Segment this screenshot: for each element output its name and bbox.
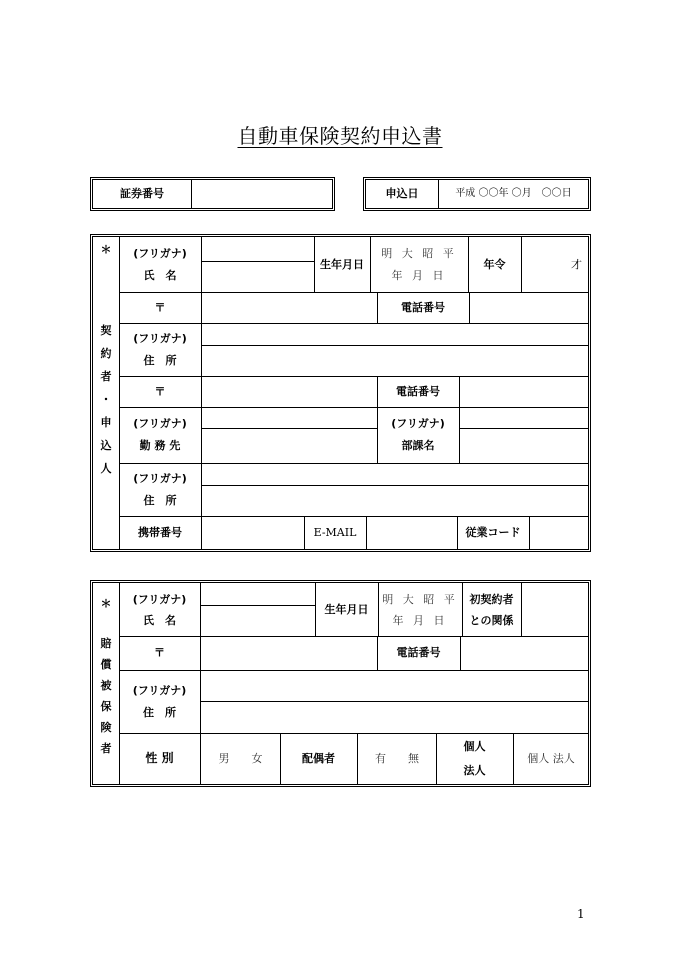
application-date-box <box>363 177 591 211</box>
insured-address-furigana-field[interactable] <box>201 670 588 701</box>
mobile-label: 携帯番号 <box>138 525 182 539</box>
insured-birth-date-label: 生年月日 <box>324 602 369 616</box>
address-field[interactable] <box>202 346 588 376</box>
relation-label: 初契約者 との関係 <box>469 592 514 627</box>
employee-code-field[interactable] <box>530 516 588 549</box>
policy-number-field[interactable] <box>192 180 332 208</box>
contractor-table <box>90 234 591 552</box>
mobile-field[interactable] <box>202 516 304 549</box>
spouse-label: 配偶者 <box>302 751 335 765</box>
department-label: (フリガナ) 部課名 <box>391 417 445 452</box>
relation-field[interactable] <box>522 583 588 636</box>
insured-name-field[interactable] <box>201 606 315 636</box>
age-label: 年令 <box>483 257 506 271</box>
workplace-label: (フリガナ) 勤 務 先 <box>133 417 187 452</box>
name-furigana-field[interactable] <box>202 237 314 261</box>
work-address-field[interactable] <box>202 486 588 516</box>
email-field[interactable] <box>367 516 457 549</box>
work-phone-field[interactable] <box>460 376 588 407</box>
insured-table <box>90 580 591 787</box>
department-field[interactable] <box>460 429 588 463</box>
work-postal-label: 〒 <box>154 384 166 398</box>
insured-address-label: (フリガナ) 住 所 <box>132 683 187 719</box>
insured-birth-date-field[interactable]: 明 大 昭 平 年 月 日 <box>382 592 458 627</box>
employee-code-label: 従業コード <box>465 525 521 539</box>
address-label: (フリガナ) 住 所 <box>133 331 187 367</box>
insured-address-field[interactable] <box>201 702 588 733</box>
insured-phone-label: 電話番号 <box>396 646 441 660</box>
postal-field[interactable] <box>202 292 377 323</box>
application-date-label: 申込日 <box>385 187 419 201</box>
work-address-label: (フリガナ) 住 所 <box>133 471 187 507</box>
postal-label: 〒 <box>154 300 166 314</box>
name-field[interactable] <box>202 262 314 292</box>
insured-postal-label: 〒 <box>154 646 165 660</box>
sex-label: 性 別 <box>145 751 174 766</box>
insured-name-label: (フリガナ) 氏 名 <box>132 592 187 627</box>
sex-options[interactable]: 男 女 <box>218 751 263 765</box>
workplace-field[interactable] <box>202 429 377 463</box>
asterisk-mark: ＊ <box>100 243 112 257</box>
policy-number-label: 証券番号 <box>120 187 164 201</box>
application-date-field[interactable]: 平成 〇〇年 〇月 〇〇日 <box>455 188 572 199</box>
form-title: 自動車保険契約申込書 <box>237 124 443 148</box>
insured-side-label: 賠 償 被 保 険 者 <box>100 637 112 755</box>
insured-name-furigana-field[interactable] <box>201 583 315 605</box>
page-number: 1 <box>577 907 585 921</box>
phone-field[interactable] <box>470 292 588 323</box>
email-label: E-MAIL <box>313 525 357 539</box>
birth-date-label: 生年月日 <box>320 257 364 271</box>
insured-postal-field[interactable] <box>201 636 377 670</box>
spouse-options[interactable]: 有 無 <box>375 751 419 765</box>
contractor-side-label: 契 約 者 ・ 申 込 人 <box>100 324 112 475</box>
policy-number-box <box>90 177 335 211</box>
entity-type-label: 個人 法人 <box>463 739 486 777</box>
entity-type-options[interactable]: 個人 法人 <box>527 751 575 765</box>
birth-date-field[interactable]: 明 大 昭 平 年 月 日 <box>381 246 457 282</box>
phone-label: 電話番号 <box>401 300 445 314</box>
insured-phone-field[interactable] <box>461 636 588 670</box>
age-field[interactable]: 才 <box>571 257 582 271</box>
work-postal-field[interactable] <box>202 376 377 407</box>
work-phone-label: 電話番号 <box>396 384 440 398</box>
insured-asterisk-mark: ＊ <box>100 597 112 611</box>
name-label: (フリガナ) 氏 名 <box>133 246 187 282</box>
